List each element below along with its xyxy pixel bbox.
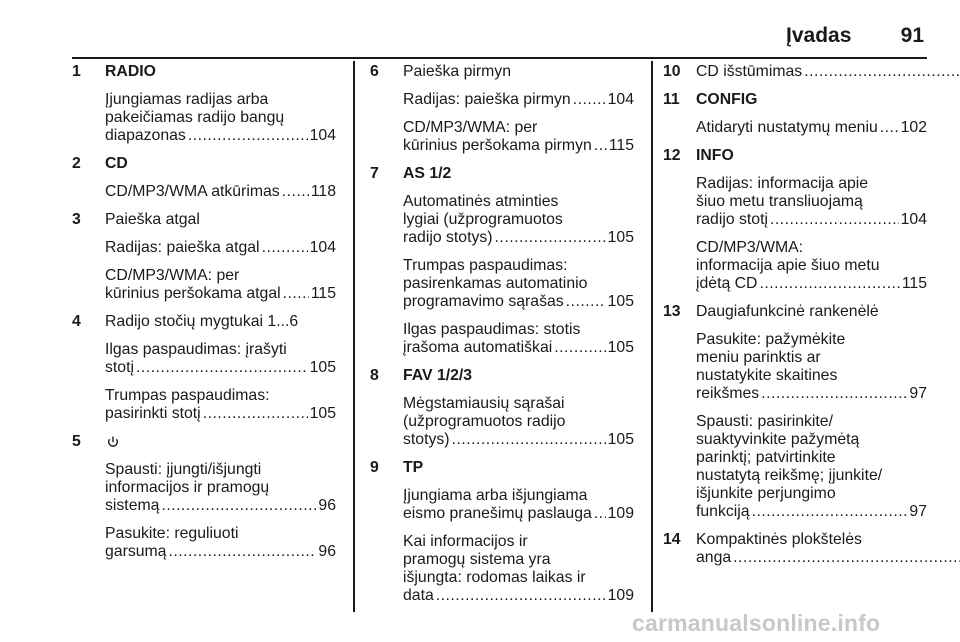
description-line: Ilgas paspaudimas: stotis — [403, 321, 581, 338]
item-title: CONFIG — [696, 91, 758, 108]
entry-line — [696, 549, 960, 567]
item-description — [105, 267, 336, 303]
description-line: šiuo metu transliuojamą — [696, 193, 863, 210]
entry-text: kūrinius peršokama pirmyn — [403, 137, 592, 154]
entry-line — [696, 63, 960, 81]
entry-page: 104 — [309, 239, 336, 256]
description-line: (užprogramuotos radijo — [403, 413, 566, 430]
item-number: 8 — [370, 367, 379, 384]
item-heading — [370, 165, 634, 183]
entry-line — [105, 183, 336, 201]
entry-page: 115 — [310, 285, 336, 302]
entry-page: 96 — [318, 497, 336, 514]
item-heading — [370, 367, 634, 385]
entry-line — [105, 285, 336, 303]
entry-page: 109 — [607, 587, 634, 604]
item-description — [696, 239, 927, 293]
leader-dots — [573, 91, 606, 109]
item-description — [403, 91, 634, 109]
manual-item — [72, 313, 336, 423]
item-heading — [72, 313, 336, 331]
entry-text: Atidaryti nustatymų meniu — [696, 119, 878, 136]
entry-line — [105, 497, 336, 515]
description-line: Automatinės atminties — [403, 193, 559, 210]
entry-page: 105 — [607, 293, 634, 310]
item-title: Daugiafunkcinė rankenėlė — [696, 303, 879, 320]
entry-line — [696, 385, 927, 403]
leader-dots — [168, 543, 316, 561]
item-number: 1 — [72, 63, 81, 80]
description-line: Spausti: pasirinkite/ — [696, 413, 833, 430]
leader-dots — [594, 137, 607, 155]
entry-page: 115 — [901, 275, 927, 292]
column-divider-1 — [353, 61, 355, 612]
item-description — [403, 119, 634, 155]
item-description — [105, 525, 336, 561]
entry-text: programavimo sąrašas — [403, 293, 564, 310]
entry-page: 105 — [607, 339, 634, 356]
entry-page: 104 — [309, 127, 336, 144]
item-description — [403, 533, 634, 605]
entry-line — [696, 119, 927, 137]
entry-text: įdėtą CD — [696, 275, 758, 292]
item-description — [403, 257, 634, 311]
item-heading — [663, 531, 927, 567]
item-description — [105, 387, 336, 423]
manual-item — [663, 147, 927, 293]
description-line: pramogų sistema yra — [403, 551, 551, 568]
leader-dots — [554, 339, 605, 357]
column-divider-2 — [651, 61, 653, 612]
leader-dots — [770, 211, 899, 229]
item-heading — [663, 91, 927, 109]
manual-item — [370, 459, 634, 605]
leader-dots — [136, 359, 308, 377]
item-title: Radijo stočių mygtukai 1...6 — [105, 313, 299, 330]
item-title: RADIO — [105, 63, 156, 80]
manual-item — [72, 211, 336, 303]
manual-item — [72, 155, 336, 201]
entry-text: CD/MP3/WMA atkūrimas — [105, 183, 280, 200]
description-line: išjungta: rodomas laikas ir — [403, 569, 586, 586]
entry-line — [105, 405, 336, 423]
entry-text: reikšmes — [696, 385, 760, 402]
item-number: 6 — [370, 63, 379, 80]
description-line: Spausti: įjungti/išjungti — [105, 461, 262, 478]
item-title: TP — [403, 459, 424, 476]
entry-page: 102 — [900, 119, 927, 136]
leader-dots — [282, 183, 309, 201]
description-line: Pasukite: pažymėkite — [696, 331, 846, 348]
item-number: 9 — [370, 459, 379, 476]
column-1 — [72, 63, 336, 571]
item-description — [105, 183, 336, 201]
item-title: FAV 1/2/3 — [403, 367, 473, 384]
entry-line — [403, 339, 634, 357]
entry-text: radijo stotį — [696, 211, 768, 228]
item-title: Paieška pirmyn — [403, 63, 511, 80]
item-heading — [663, 147, 927, 165]
entry-page: 105 — [607, 431, 634, 448]
leader-dots — [436, 587, 606, 605]
entry-line — [105, 127, 336, 145]
item-number: 10 — [663, 63, 681, 80]
entry-text: radijo stotys) — [403, 229, 493, 246]
item-number: 12 — [663, 147, 681, 164]
entry-line — [105, 543, 336, 561]
item-number: 3 — [72, 211, 81, 228]
item-number: 11 — [663, 91, 680, 108]
description-line: CD/MP3/WMA: per — [105, 267, 240, 284]
leader-dots — [759, 275, 899, 293]
description-line: nustatykite skaitines — [696, 367, 838, 384]
item-title: CD — [105, 155, 128, 172]
entry-line — [696, 503, 927, 521]
power-icon — [105, 433, 121, 451]
item-number: 4 — [72, 313, 81, 330]
item-description — [696, 413, 927, 521]
manual-item — [370, 367, 634, 449]
entry-page: 115 — [608, 137, 634, 154]
entry-text: stotį — [105, 359, 134, 376]
entry-text: įrašoma automatiškai — [403, 339, 553, 356]
item-heading — [663, 63, 927, 81]
leader-dots — [594, 505, 606, 523]
item-title — [696, 63, 960, 81]
entry-text: pasirinkti stotį — [105, 405, 201, 422]
manual-item — [72, 63, 336, 145]
description-line: pakeičiamas radijo bangų — [105, 109, 285, 126]
item-description — [403, 487, 634, 523]
description-line: pasirenkamas automatinio — [403, 275, 588, 292]
item-description — [696, 331, 927, 403]
manual-item — [370, 165, 634, 357]
leader-dots — [761, 385, 907, 403]
item-description — [403, 193, 634, 247]
leader-dots — [804, 63, 960, 81]
item-description — [105, 341, 336, 377]
item-number: 14 — [663, 531, 681, 548]
entry-text: data — [403, 587, 434, 604]
leader-dots — [752, 503, 908, 521]
leader-dots — [161, 497, 316, 515]
entry-line — [696, 275, 927, 293]
manual-item — [370, 63, 634, 155]
item-heading — [663, 303, 927, 321]
entry-text: funkciją — [696, 503, 750, 520]
entry-text: stotys) — [403, 431, 450, 448]
item-description — [105, 461, 336, 515]
entry-text: Radijas: paieška pirmyn — [403, 91, 571, 108]
item-description — [105, 91, 336, 145]
manual-item — [663, 303, 927, 521]
description-line: meniu parinktis ar — [696, 349, 821, 366]
item-title — [696, 531, 960, 567]
item-number: 7 — [370, 165, 379, 182]
leader-dots — [203, 405, 308, 423]
entry-line — [696, 211, 927, 229]
leader-dots — [733, 549, 960, 567]
entry-line — [403, 229, 634, 247]
description-line: informacija apie šiuo metu — [696, 257, 880, 274]
item-heading — [72, 63, 336, 81]
leader-dots — [188, 127, 308, 145]
manual-item — [663, 63, 927, 81]
entry-text: anga — [696, 549, 732, 566]
entry-page: 105 — [309, 405, 336, 422]
item-description — [403, 395, 634, 449]
entry-text: sistemą — [105, 497, 160, 514]
leader-dots — [262, 239, 308, 257]
item-description — [105, 239, 336, 257]
item-number: 2 — [72, 155, 81, 172]
entry-text: diapazonas — [105, 127, 186, 144]
description-line: Trumpas paspaudimas: — [105, 387, 270, 404]
entry-line — [105, 239, 336, 257]
description-line: suaktyvinkite pažymėtą — [696, 431, 860, 448]
manual-item — [72, 433, 336, 561]
entry-page: 97 — [909, 385, 927, 402]
item-description — [696, 119, 927, 137]
page-header — [786, 24, 924, 56]
item-title: INFO — [696, 147, 734, 164]
entry-text: kūrinius peršokama atgal — [105, 285, 281, 302]
header-rule — [72, 57, 927, 59]
description-line: CD/MP3/WMA: — [696, 239, 804, 256]
item-heading — [370, 459, 634, 477]
description-line: Trumpas paspaudimas: — [403, 257, 568, 274]
entry-page: 105 — [309, 359, 336, 376]
description-line: išjunkite perjungimo — [696, 485, 836, 502]
entry-line — [403, 505, 634, 523]
manual-item — [663, 91, 927, 137]
entry-page: 105 — [607, 229, 634, 246]
column-2 — [370, 63, 634, 615]
item-title: AS 1/2 — [403, 165, 452, 182]
item-description — [696, 175, 927, 229]
leader-dots — [495, 229, 606, 247]
item-title: Paieška atgal — [105, 211, 200, 228]
item-heading — [72, 155, 336, 173]
leader-dots — [283, 285, 309, 303]
item-number: 13 — [663, 303, 681, 320]
page-number: 91 — [900, 24, 924, 47]
entry-page: 118 — [310, 183, 336, 200]
entry-page: 104 — [900, 211, 927, 228]
leader-dots — [566, 293, 606, 311]
entry-page: 97 — [909, 503, 927, 520]
item-number: 5 — [72, 433, 81, 450]
entry-line — [403, 431, 634, 449]
entry-text: garsumą — [105, 543, 167, 560]
section-title: Įvadas — [786, 24, 852, 47]
entry-page: 104 — [607, 91, 634, 108]
leader-dots — [880, 119, 899, 137]
description-line: Kai informacijos ir — [403, 533, 528, 550]
item-title — [105, 433, 336, 451]
entry-text: Radijas: paieška atgal — [105, 239, 260, 256]
description-line: Įjungiamas radijas arba — [105, 91, 269, 108]
column-3 — [663, 63, 927, 577]
description-line: Radijas: informacija apie — [696, 175, 869, 192]
item-heading — [370, 63, 634, 81]
description-line: lygiai (užprogramuotos — [403, 211, 563, 228]
entry-line — [403, 587, 634, 605]
description-line: Mėgstamiausių sąrašai — [403, 395, 565, 412]
watermark: carmanualsonline.info — [632, 610, 881, 636]
entry-line — [403, 293, 634, 311]
manual-item — [663, 531, 927, 567]
description-line: Ilgas paspaudimas: įrašyti — [105, 341, 287, 358]
description-line: parinktį; patvirtinkite — [696, 449, 836, 466]
entry-line — [105, 359, 336, 377]
item-title-text: Kompaktinės plokštelės — [696, 531, 862, 548]
description-line: informacijos ir pramogų — [105, 479, 270, 496]
item-heading — [72, 211, 336, 229]
item-description — [403, 321, 634, 357]
description-line: Pasukite: reguliuoti — [105, 525, 239, 542]
description-line: nustatytą reikšmę; įjunkite/ — [696, 467, 883, 484]
entry-line — [403, 137, 634, 155]
description-line: CD/MP3/WMA: per — [403, 119, 538, 136]
entry-line — [403, 91, 634, 109]
entry-text: eismo pranešimų paslauga — [403, 505, 592, 522]
item-heading — [72, 433, 336, 451]
description-line: Įjungiama arba išjungiama — [403, 487, 588, 504]
entry-page: 109 — [607, 505, 634, 522]
entry-page: 96 — [318, 543, 336, 560]
leader-dots — [452, 431, 606, 449]
entry-text: CD išstūmimas — [696, 63, 803, 80]
